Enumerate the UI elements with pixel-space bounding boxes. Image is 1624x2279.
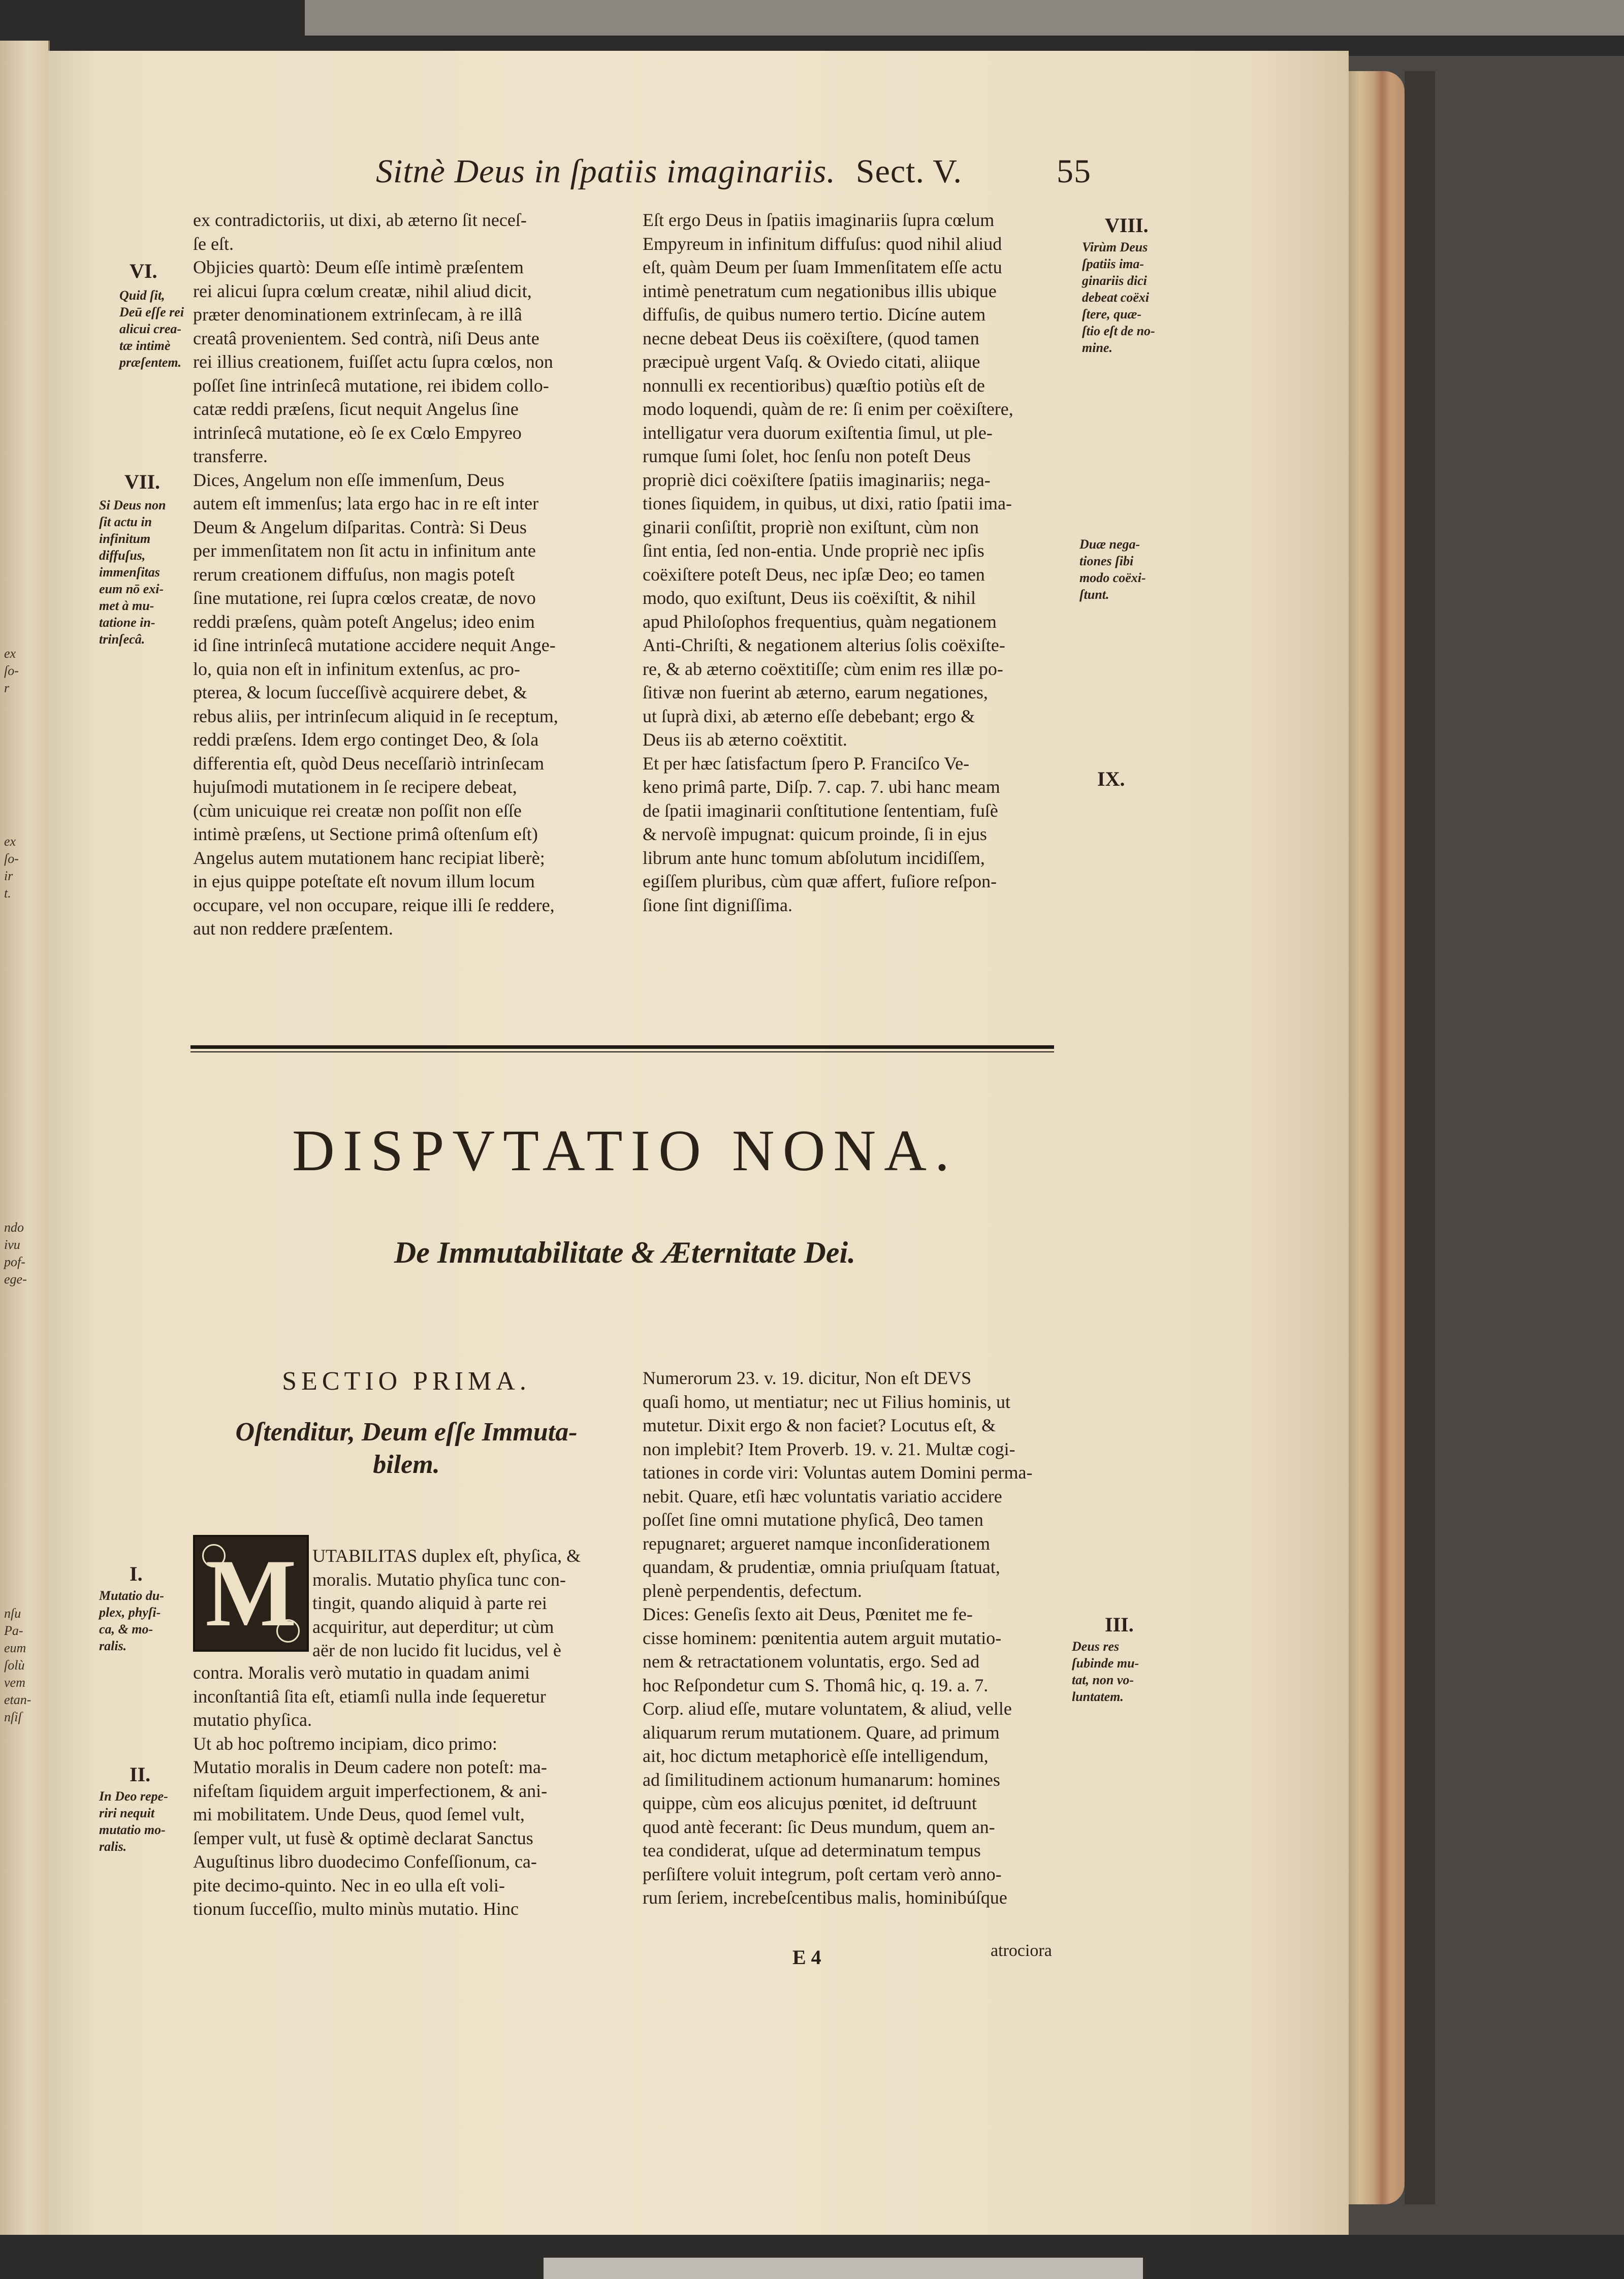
- running-head-title: Sitnè Deus in ſpatiis imaginariis.: [376, 153, 836, 190]
- sectio-heading: SECTIO PRIMA.: [282, 1367, 531, 1396]
- catchword: atrociora: [991, 1941, 1052, 1960]
- marginal-note-vi: Quid ſit, Deū eſſe rei alicui crea- tæ intimè præſentem.: [119, 288, 184, 370]
- sectio-subheading: Oſtenditur, Deum eſſe Immuta- bilem.: [235, 1418, 578, 1479]
- section-rule: [190, 1045, 1054, 1049]
- upper-left-column: ex contradictoriis, ut dixi, ab æterno ſit neceſ- ſe eſt. Objicies quartò: Deum eſſe intimè præſentem rei alicui ſupra cœlum creatæ, nihil aliud dicit, præter denominationem extrinſecam, à re illâ creatâ provenientem. Sed contrà, niſi Deus ante rei illius creationem, fuiſſet actu ſupra cœlos, non poſſet ſine intrinſecâ mutatione, rei ibidem collo- catæ reddi præſens, ſicut nequit Angelus ſine intrinſecâ mutatione, eò ſe ex Cœlo Empyreo transferre. Dices, Angelum non eſſe immenſum, Deus autem eſt immenſus; lata ergo hac in re eſt inter Deum & Angelum diſparitas. Contrà: Si Deus per immenſitatem non ſit actu in infinitum ante rerum creationem diffuſus, non magis poteſt ſine mutatione, rei ſupra cœlos creatæ, de novo reddi præſens, quàm poteſt Angelus; ideo enim id ſine intrinſecâ mutatione accidere nequit Ange- lo, quia non eſt in infinitum extenſus, ac pro- pterea, & locum ſucceſſivè acquirere debet, & rebus aliis, per intrinſecum aliquid in ſe receptum, reddi præſens. Idem ergo continget Deo, & ſola differentia eſt, quòd Deus neceſſariò intrinſecam hujuſmodi mutationem in ſe recipere debeat, (cùm unicuique rei creatæ non poſſit non eſſe intimè præſens, ut Sectione primâ oſtenſum eſt) Angelus autem mutationem hanc recipiat liberè; in ejus quippe poteſtate eſt novum illum locum occupare, vel non occupare, reique illi ſe reddere, aut non reddere præſentem.: [193, 210, 558, 939]
- marginal-note-duae-negationes: Duæ nega- tiones ſibi modo coëxi- ſtunt.: [1079, 537, 1146, 602]
- lower-right-column: Numerorum 23. v. 19. dicitur, Non eſt DEVS quaſi homo, ut mentiatur; nec ut Filius hominis, ut mutetur. Dixit ergo & non faciet? Locutus eſt, & non implebit? Item Proverb. 19. v. 21. Multæ cogi- tationes in corde viri: Voluntas autem Domini perma- nebit. Quare, etſi hæc voluntatis variatio accidere poſſet ſine omni mutatione phyſicâ, Deo tamen repugnaret; argueret namque inconſiderationem quandam, & prudentiæ, omnia priuſquam ſtatuat, plenè perpendentis, defectum. Dices: Geneſis ſexto ait Deus, Pœnitet me fe- cisse hominem: pœnitentia autem arguit mutatio- nem & retractationem voluntatis, ergo. Sed ad hoc Reſpondetur cum S. Thomâ hic, q. 19. a. 7. Corp. aliud eſſe, mutare voluntatem, & aliud, velle aliquarum rerum mutationem. Quare, ad primum ait, hoc dictum metaphoricè eſſe intelligendum, ad ſimilitudinem actionum humanarum: homines quippe, cùm eos alicujus pœnitet, id deſtruunt quod antè fecerant: ſic Deus mundum, quem an- tea condiderat, uſque ad determinatum tempus perſiſtere voluit integrum, poſt certam verò anno- rum ſeriem, increbeſcentibus malis, hominibúſque: [643, 1368, 1033, 1908]
- page-number: 55: [1057, 153, 1091, 190]
- initial-ornament: [276, 1619, 300, 1643]
- paragraph-number-viii: VIII.: [1105, 214, 1149, 237]
- facing-page-fragment: ex ſo- ir t.: [4, 834, 19, 901]
- section-rule-thin: [190, 1051, 1054, 1052]
- upper-right-column: Eſt ergo Deus in ſpatiis imaginariis ſupra cœlum Empyreum in infinitum diffuſus: quod nihil aliud eſt, quàm Deum per ſuam Immenſitatem eſſe actu intimè penetratum cum negationibus illis ubique diffuſis, de quibus numero tertio. Dicíne autem necne debeat Deus iis coëxiſtere, (quod tamen præcipuè urgent Vaſq. & Oviedo citati, aliique nonnulli ex recentioribus) quæſtio potiùs eſt de modo loquendi, quàm de re: ſi enim per coëxiſtere, intelligatur vera duorum exiſtentia ſimul, ut ple- rumque ſumi ſolet, hoc ſenſu non poteſt Deus propriè dici coëxiſtere ſpatiis imaginariis; nega- tiones ſiquidem, in quibus, ut dixi, ratio ſpatii ima- ginarii conſiſtit, propriè non exiſtunt, cùm non ſint entia, ſed non-entia. Unde propriè nec ipſis coëxiſtere poteſt Deus, nec ipſæ Deo; eo tamen modo, quo exiſtunt, Deus iis coëxiſtit, & nihil apud Philoſophos frequentius, quàm negationem Anti-Chriſti, & negationem alterius ſolis coëxiſte- re, & ab æterno coëxtitiſſe; cùm enim res illæ po- ſitivæ non fuerint ab æterno, earum negationes, ut ſuprà dixi, ab æterno eſſe debebant; ergo & Deus iis ab æterno coëxtitit. Et per hæc ſatisfactum ſpero P. Franciſco Ve- keno primâ parte, Diſp. 7. cap. 7. ubi hanc meam de ſpatii imaginarii conſtitutione ſententiam, fuſè & nervoſè impugnat: quicum proinde, ſi in ejus librum ante hunc tomum abſolutum incidiſſem, egiſſem pluribus, cùm quæ affert, fuſiore reſpon- ſione ſint digniſſima.: [643, 210, 1013, 915]
- running-head: [376, 152, 1123, 193]
- initial-ornament: [202, 1544, 226, 1567]
- marginal-note-vii: Si Deus non ſit actu in infinitum diffuſus, immenſitas eum nō exi- met à mu- tatione in- trinſecâ.: [99, 498, 166, 647]
- lower-left-column: contra. Moralis verò mutatio in quadam animi inconſtantiâ ſita eſt, etiamſi nulla inde ſequeretur mutatio phyſica. Ut ab hoc poſtremo incipiam, dico primo: Mutatio moralis in Deum cadere non poteſt: ma- nifeſtam ſiquidem arguit imperfectionem, & ani- mi mobilitatem. Unde Deus, quod ſemel vult, ſemper vult, ut fusè & optimè declarat Sanctus Auguſtinus libro duodecimo Confeſſionum, ca- pite decimo-quinto. Nec in eo ulla eſt voli- tionum ſucceſſio, multo minùs mutatio. Hinc: [193, 1662, 548, 1919]
- marginal-note-i: Mutatio du- plex, phyſi- ca, & mo- ralis.: [99, 1588, 164, 1653]
- running-head-section: Sect. V.: [855, 153, 962, 190]
- facing-page-fragment: nſu Pa- eum ſolù vem etan- nſiſ: [4, 1606, 31, 1724]
- scan-bottom-strip: [544, 2258, 1143, 2279]
- paragraph-number-i: I.: [130, 1562, 143, 1585]
- facing-page-fragment: ndo ivu pof- ege-: [4, 1220, 27, 1287]
- paragraph-number-ii: II.: [130, 1763, 151, 1786]
- disputatio-subtitle: De Immutabilitate & Æternitate Dei.: [394, 1236, 856, 1269]
- disputatio-title: DISPVTATIO NONA.: [292, 1118, 958, 1183]
- paragraph-number-vii: VII.: [124, 470, 161, 493]
- marginal-note-viii: Virùm Deus ſpatiis ima- ginariis dici debeat coëxi ſtere, quæ- ſtio eſt de no- mine.: [1082, 240, 1155, 355]
- decorated-initial: [193, 1535, 309, 1652]
- facing-page-fragment: ex ſo- r: [4, 646, 19, 695]
- paragraph-number-iii: III.: [1105, 1613, 1134, 1636]
- page-block-edge: [1349, 71, 1405, 2204]
- marginal-note-iii: Deus res ſubinde mu- tat, non vo- luntatem.: [1072, 1639, 1139, 1704]
- facing-page-edge: [0, 41, 50, 2240]
- paragraph-number-vi: VI.: [130, 260, 157, 282]
- paragraph-number-ix: IX.: [1097, 767, 1125, 790]
- marginal-note-ii: In Deo repe- riri nequit mutatio mo- ralis.: [99, 1789, 168, 1854]
- scan-background-top-light: [305, 0, 1624, 36]
- binding-shadow: [1405, 71, 1435, 2204]
- initial-letter: M: [205, 1540, 297, 1647]
- signature-mark: E 4: [792, 1946, 821, 1969]
- lower-left-column-opening: UTABILITAS duplex eſt, phyſica, & moralis. Mutatio phyſica tunc con- tingit, quando aliquid à parte rei acquiritur, aut deperditur; ut cùm aër de non lucido fit lucidus, vel è: [312, 1546, 581, 1660]
